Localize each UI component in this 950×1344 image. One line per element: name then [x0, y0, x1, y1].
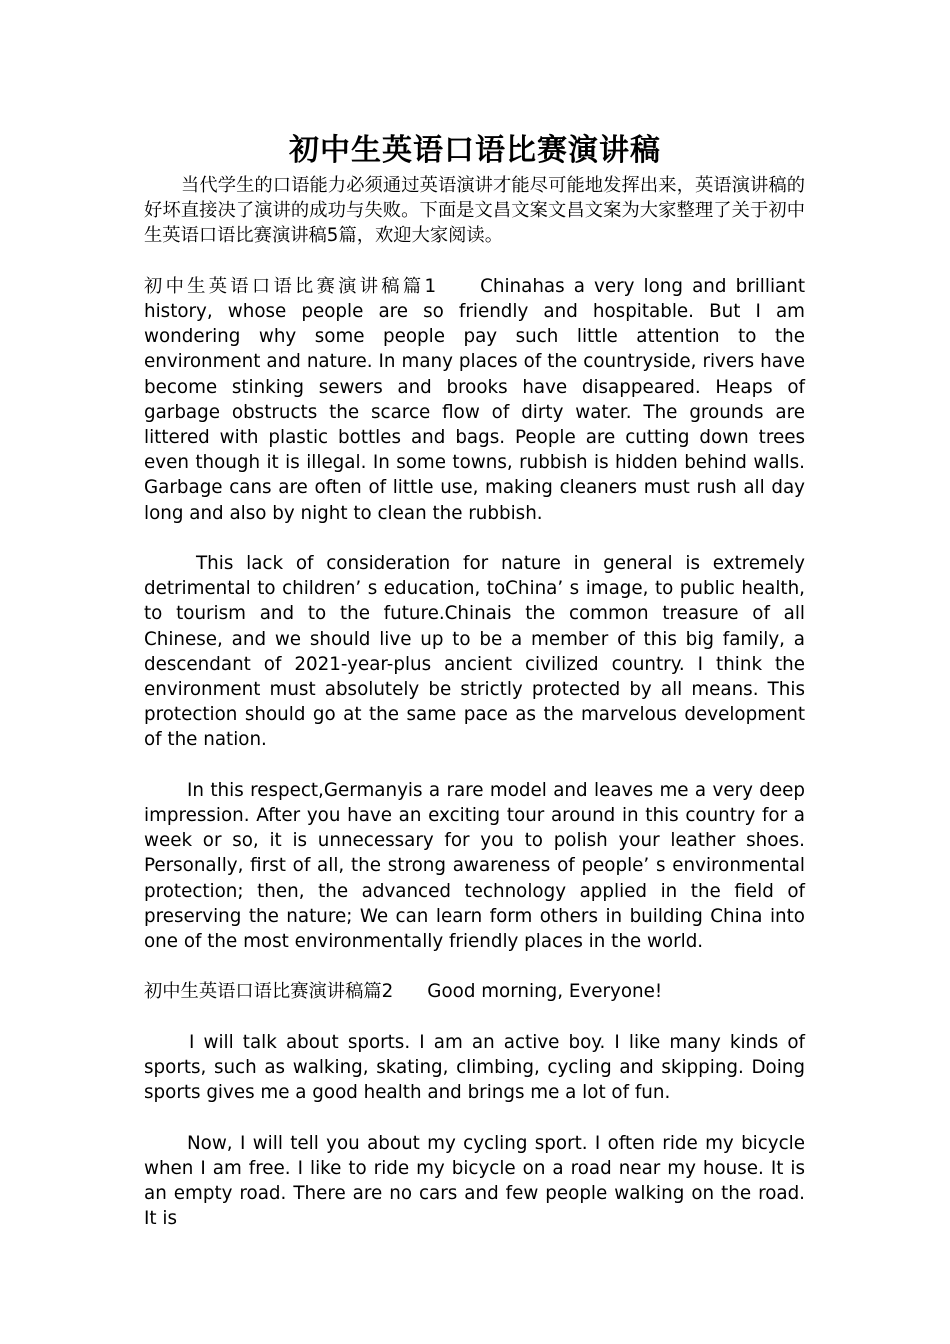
section2-heading: 初中生英语口语比赛演讲稿篇2: [144, 981, 394, 1003]
section1-paragraph1: [144, 274, 805, 526]
section1-paragraph3: In this respect,Germanyis a rare model and leaves me a very deep impression. After you have an exciting tour around in this country for a week or so, it is unnecessary for you to polish your leather shoes. Personally, first of all, the strong awareness of people’ s environmental protection; then, the advanced technology applied in the field of preserving the nature; We can learn form others in building China into one of the most environmentally friendly places in the world.: [144, 779, 805, 953]
paragraph-gap: [144, 954, 805, 979]
document-body: [144, 173, 805, 1231]
document-title: 初中生英语口语比赛演讲稿: [289, 133, 661, 168]
section2-paragraph2: Now, I will tell you about my cycling sport. I often ride my bicycle when I am free. I like to ride my bicycle on a road near my house. It is an empty road. There are no cars and few people walking on the road. It is: [144, 1132, 805, 1230]
section1-heading: 初中生英语口语比赛演讲稿篇1: [144, 275, 437, 297]
section2-heading-line: [144, 979, 805, 1004]
paragraph-gap: [144, 1005, 805, 1030]
section2-paragraph1: I will talk about sports. I am an active boy. I like many kinds of sports, such as walking, skating, climbing, cycling and skipping. Doing sports gives me a good health and brings me a lot of fun.: [144, 1031, 805, 1104]
section1-paragraph2: This lack of consideration for nature in general is extremely detrimental to children’ s education, toChina’ s image, to public health, to tourism and to the future.Chinais the common treasure of all Chinese, and we should live up to be a member of this big family, a descendant of 2021-year-plus ancient civilized country. I think the environment must absolutely be strictly protected by all means. This protection should go at the same pace as the marvelous development of the nation.: [144, 553, 805, 751]
paragraph-gap: [144, 753, 805, 778]
paragraph-gap: [144, 526, 805, 551]
section1-text1: Chinahas a very long and brilliant history, whose people are so friendly and hospitable. But I am wondering why some people pay such little attention to the environment and nature. In many places of the countryside, rivers have become stinking sewers and brooks have disappeared. Heaps of garbage obstructs the scarce flow of dirty water. The grounds are littered with plastic bottles and bags. People are cutting down trees even though it is illegal. In some towns, rubbish is hidden behind walls. Garbage cans are often of little use, making cleaners must rush all day long and also by night to clean the rubbish.: [144, 275, 805, 524]
intro-paragraph: 当代学生的口语能力必须通过英语演讲才能尽可能地发挥出来，英语演讲稿的好坏直接决了演讲的成功与失败。下面是文昌文案文昌文案为大家整理了关于初中生英语口语比赛演讲稿5篇，欢迎大家阅读。: [144, 175, 805, 247]
section2-greeting: Good morning, Everyone!: [427, 981, 663, 1003]
paragraph-gap: [144, 1105, 805, 1130]
paragraph-gap: [144, 249, 805, 274]
